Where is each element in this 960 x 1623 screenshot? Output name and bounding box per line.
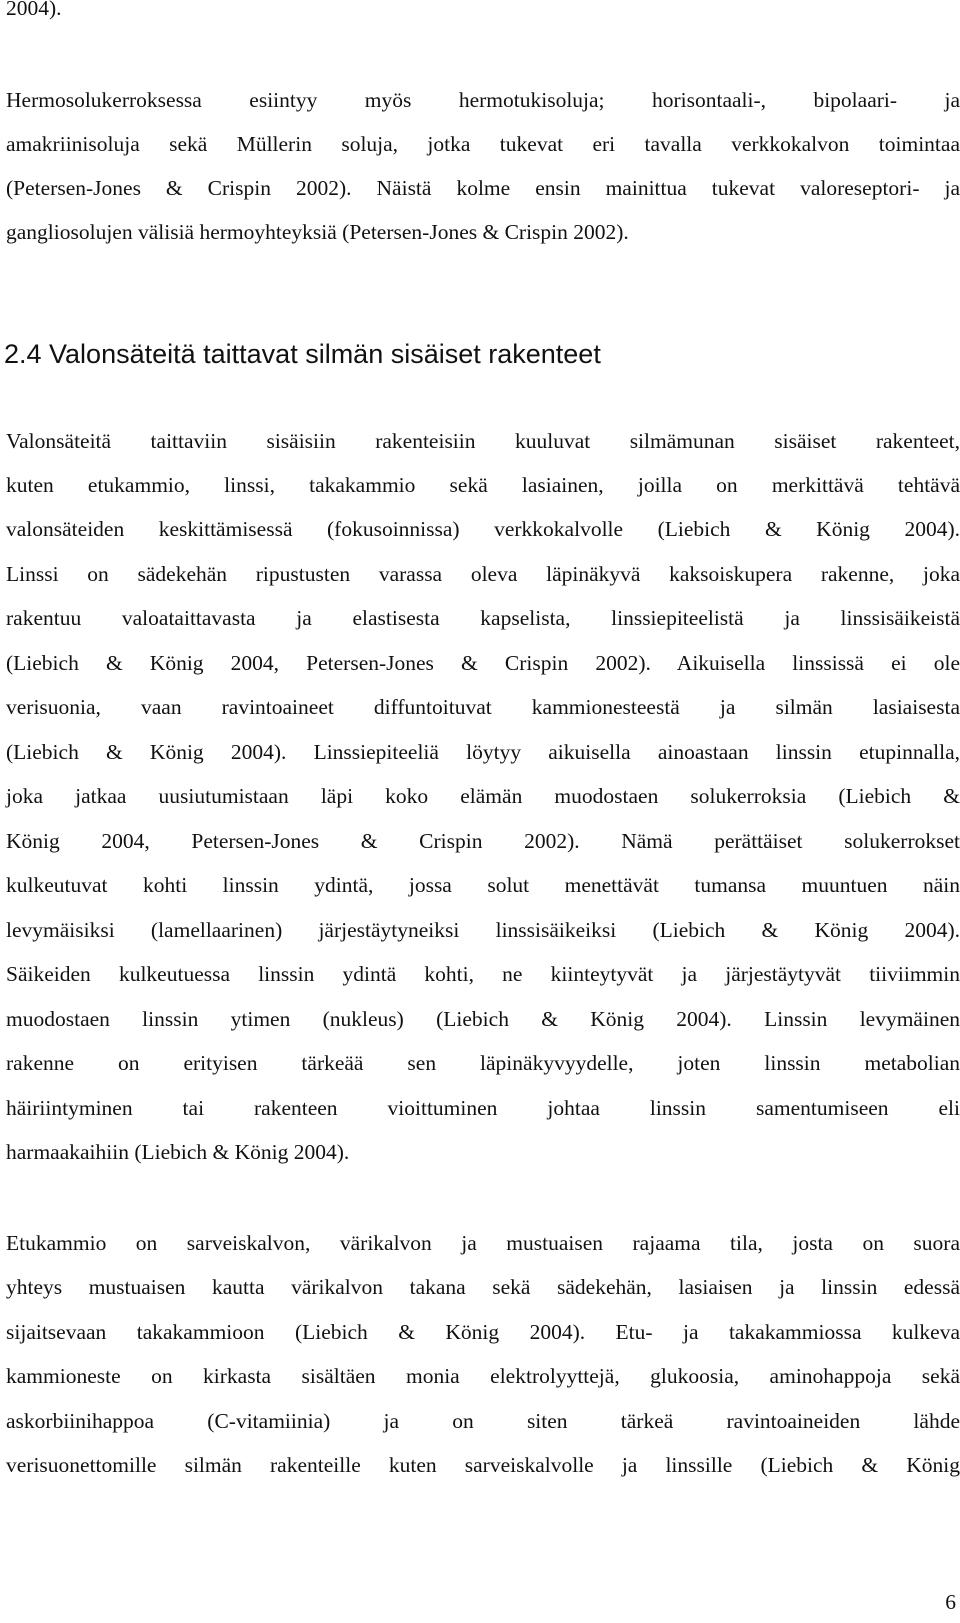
text-line: yhteys mustuaisen kautta värikalvon takana sekä sädekehän, lasiaisen ja linssin edessä [6, 1275, 960, 1299]
text-line: (Liebich & König 2004). Linssiepiteeliä löytyy aikuisella ainoastaan linssin etupinnalla, [6, 740, 960, 764]
text-line: gangliosolujen välisiä hermoyhteyksiä (Petersen-Jones & Crispin 2002). [6, 220, 629, 244]
text-line: (Petersen-Jones & Crispin 2002). Näistä kolme ensin mainittua tukevat valoreseptori- ja [6, 176, 960, 200]
text-line: kulkeutuvat kohti linssin ydintä, jossa solut menettävät tumansa muuntuen näin [6, 873, 960, 897]
text-line: Valonsäteitä taittaviin sisäisiin rakenteisiin kuuluvat silmämunan sisäiset rakenteet, [6, 429, 960, 453]
text-line: askorbiinihappoa (C-vitamiinia) ja on siten tärkeä ravintoaineiden lähde [6, 1409, 960, 1433]
text-line: Säikeiden kulkeutuessa linssin ydintä kohti, ne kiinteytyvät ja järjestäytyvät tiiviimmin [6, 962, 960, 986]
text-line: Linssi on sädekehän ripustusten varassa oleva läpinäkyvä kaksoiskupera rakenne, joka [6, 562, 960, 586]
text-line: harmaakaihiin (Liebich & König 2004). [6, 1140, 350, 1164]
text-line: Etukammio on sarveiskalvon, värikalvon ja mustuaisen rajaama tila, josta on suora [6, 1231, 960, 1255]
text-line: valonsäteiden keskittämisessä (fokusoinnissa) verkkokalvolle (Liebich & König 2004). [6, 517, 960, 541]
top-line-fragment: 2004). [6, 0, 62, 20]
text-line: levymäisiksi (lamellaarinen) järjestäytyneiksi linssisäikeiksi (Liebich & König 2004). [6, 918, 960, 942]
section-heading: 2.4 Valonsäteitä taittavat silmän sisäiset rakenteet [4, 339, 601, 369]
text-line: Hermosolukerroksessa esiintyy myös hermotukisoluja; horisontaali-, bipolaari- ja [6, 88, 960, 112]
text-line: sijaitsevaan takakammioon (Liebich & König 2004). Etu- ja takakammiossa kulkeva [6, 1320, 960, 1344]
text-line: kuten etukammio, linssi, takakammio sekä lasiainen, joilla on merkittävä tehtävä [6, 473, 960, 497]
text-line: kammioneste on kirkasta sisältäen monia elektrolyyttejä, glukoosia, aminohappoja sekä [6, 1364, 960, 1388]
text-line: amakriinisoluja sekä Müllerin soluja, jotka tukevat eri tavalla verkkokalvon toimintaa [6, 132, 960, 156]
page-number: 6 [945, 1590, 956, 1614]
text-line: verisuonia, vaan ravintoaineet diffuntoituvat kammionesteestä ja silmän lasiaisesta [6, 695, 960, 719]
text-line: joka jatkaa uusiutumistaan läpi koko elämän muodostaen solukerroksia (Liebich & [6, 784, 960, 808]
text-line: muodostaen linssin ytimen (nukleus) (Liebich & König 2004). Linssin levymäinen [6, 1007, 960, 1031]
text-line: verisuonettomille silmän rakenteille kuten sarveiskalvolle ja linssille (Liebich & König [6, 1453, 960, 1477]
text-line: (Liebich & König 2004, Petersen-Jones & Crispin 2002). Aikuisella linssissä ei ole [6, 651, 960, 675]
text-line: rakenne on erityisen tärkeää sen läpinäkyvyydelle, joten linssin metabolian [6, 1051, 960, 1075]
text-line: häiriintyminen tai rakenteen vioittuminen johtaa linssin samentumiseen eli [6, 1096, 960, 1120]
text-line: rakentuu valoataittavasta ja elastisesta kapselista, linssiepiteelistä ja linssisäikeistä [6, 606, 960, 630]
text-line: König 2004, Petersen-Jones & Crispin 2002). Nämä perättäiset solukerrokset [6, 829, 960, 853]
